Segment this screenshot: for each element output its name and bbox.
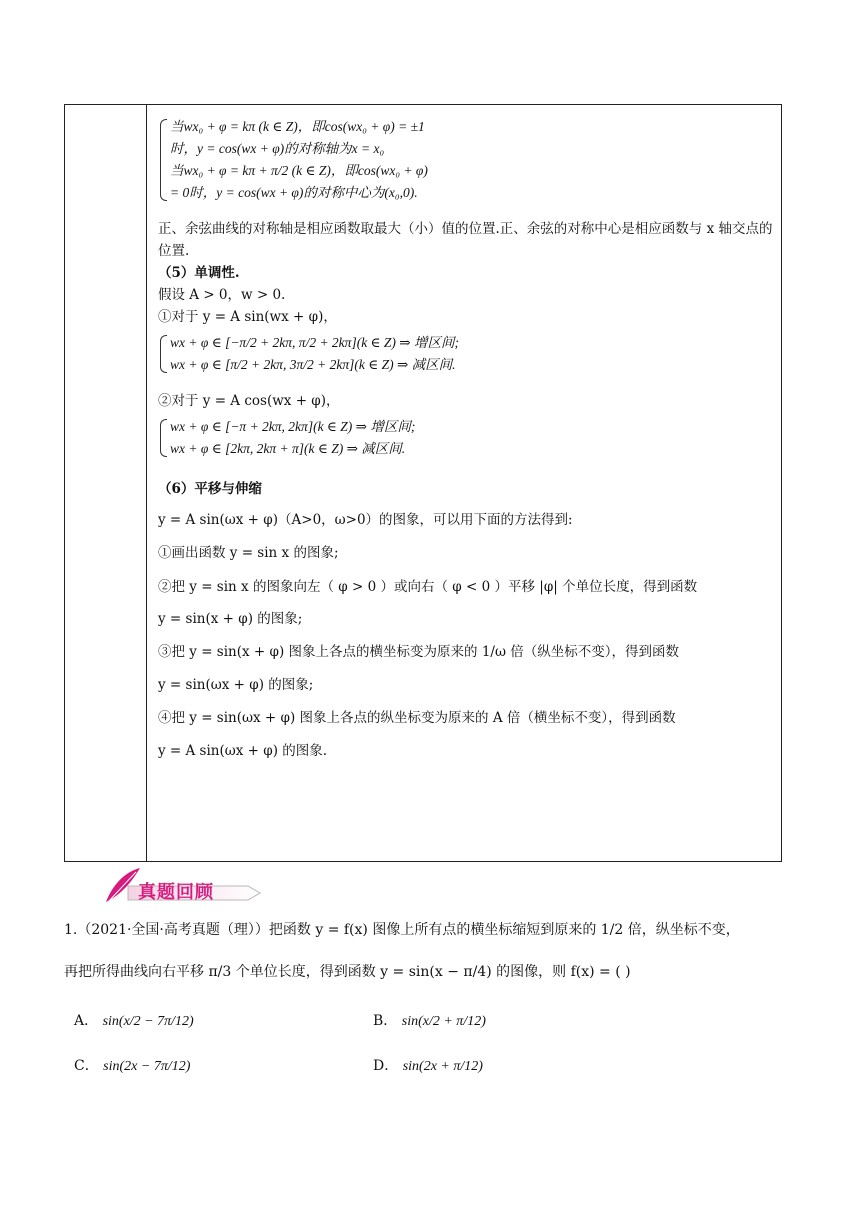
transform-step: y = sin(ωx + φ) 的图象; <box>158 677 314 693</box>
question-line: 1.（2021·全国·高考真题（理））把函数 y = f(x) 图像上所有点的横坐标缩短到原来的 1/2 倍，纵坐标不变， <box>64 922 740 938</box>
interval-line: wx + φ ∈ [−π/2 + 2kπ, π/2 + 2kπ](k ∈ Z) ⇒ 增区间; <box>170 335 459 350</box>
monotonic-heading: （5）单调性. <box>158 265 240 281</box>
option-label: A． <box>74 1013 99 1029</box>
transform-step: ③把 y = sin(x + φ) 图象上各点的横坐标变为原来的 1/ω 倍（纵坐标不变），得到函数 <box>158 644 680 660</box>
transform-step: ①画出函数 y = sin x 的图象; <box>158 545 339 561</box>
table-content-cell <box>158 112 773 766</box>
section-banner <box>98 866 268 904</box>
symmetry-note: 正、余弦曲线的对称轴是相应函数取最大（小）值的位置.正、余弦的对称中心是相应函数与 x 轴交点的位置. <box>158 221 773 259</box>
transform-step: y = sin(x + φ) 的图象; <box>158 611 303 627</box>
option-label: D． <box>373 1058 399 1074</box>
transform-step: y = A sin(ωx + φ) 的图象. <box>158 743 328 759</box>
option-expr: sin(2x − 7π/12) <box>103 1059 191 1074</box>
transform-intro: y = A sin(ωx + φ)（A>0，ω>0）的图象，可以用下面的方法得到: <box>158 512 573 528</box>
option-a[interactable] <box>74 1010 194 1030</box>
option-d[interactable] <box>373 1055 483 1075</box>
monotonic-cos-brace <box>158 416 773 460</box>
option-expr: sin(x/2 + π/12) <box>401 1014 486 1029</box>
section-title: 真题回顾 <box>138 882 214 903</box>
interval-line: wx + φ ∈ [2kπ, 2kπ + π](k ∈ Z) ⇒ 减区间. <box>170 441 406 456</box>
symmetry-line: 当wx₀ + φ = kπ + π/2 (k ∈ Z)，即cos(wx₀ + φ) <box>170 163 428 178</box>
question-line: 再把所得曲线向右平移 π/3 个单位长度，得到函数 y = sin(x − π/4) 的图像，则 f(x) = ( ) <box>64 964 631 980</box>
symmetry-brace <box>158 116 773 204</box>
monotonic-sin-intro: ①对于 y = A sin(wx + φ)， <box>158 309 337 325</box>
option-expr: sin(x/2 − 7π/12) <box>102 1014 194 1029</box>
option-label: B． <box>373 1013 398 1029</box>
option-expr: sin(2x + π/12) <box>402 1059 483 1074</box>
transform-heading: （6）平移与伸缩 <box>158 481 262 497</box>
monotonic-cos-intro: ②对于 y = A cos(wx + φ)， <box>158 393 340 409</box>
option-b[interactable] <box>373 1010 486 1030</box>
transform-step: ④把 y = sin(ωx + φ) 图象上各点的纵坐标变为原来的 A 倍（横坐标不变），得到函数 <box>158 710 676 726</box>
interval-line: wx + φ ∈ [π/2 + 2kπ, 3π/2 + 2kπ](k ∈ Z) ⇒ 减区间. <box>170 357 456 372</box>
transform-step: ②把 y = sin x 的图象向左（ φ > 0 ）或向右（ φ < 0 ）平移 |φ| 个单位长度，得到函数 <box>158 579 698 595</box>
symmetry-line: 时，y = cos(wx + φ)的对称轴为x = x₀ <box>170 141 385 156</box>
monotonic-assumption: 假设 A > 0，w > 0. <box>158 287 286 303</box>
monotonic-sin-brace <box>158 332 773 376</box>
symmetry-line: 当wx₀ + φ = kπ (k ∈ Z)，即cos(wx₀ + φ) = ±1 <box>170 119 425 134</box>
interval-line: wx + φ ∈ [−π + 2kπ, 2kπ](k ∈ Z) ⇒ 增区间; <box>170 419 416 434</box>
option-c[interactable] <box>74 1055 190 1075</box>
table-column-divider <box>146 104 147 861</box>
option-label: C． <box>74 1058 99 1074</box>
symmetry-line: = 0时，y = cos(wx + φ)的对称中心为(x₀,0). <box>170 185 418 200</box>
